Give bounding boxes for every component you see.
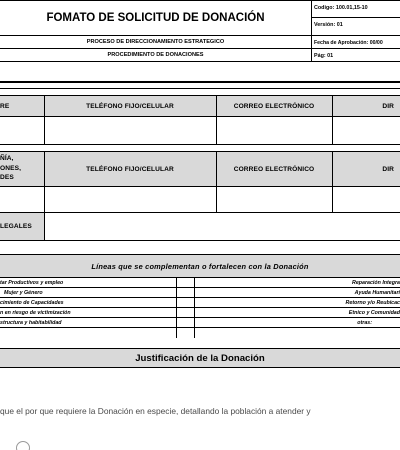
line-item-right: Étnico y Comunidad [348, 310, 400, 316]
entity-header-line: ONES, [0, 164, 22, 172]
legal-field[interactable] [44, 213, 400, 241]
procedure-name: PROCEDIMIENTO DE DONACIONES [107, 52, 204, 58]
procedure-cell [0, 49, 312, 62]
line-checkbox[interactable] [177, 278, 194, 288]
circle-icon [16, 441, 30, 450]
contact-table-row [0, 117, 400, 145]
entity-table-row [0, 187, 400, 213]
entity-name-column-header [0, 154, 44, 186]
email-column-header: CORREO ELECTRÓNICO [233, 165, 315, 173]
line-item-left: structura y habitabilidad [0, 320, 62, 326]
justification-field[interactable] [0, 425, 400, 445]
page-number: Pág: 01 [314, 53, 334, 59]
line-item-left: cimiento de Capacidades [0, 300, 64, 306]
form-title: FOMATO DE SOLICITUD DE DONACIÓN [46, 12, 265, 24]
line-checkbox[interactable] [177, 318, 194, 328]
line-item-right: Ayuda Humanitari [354, 290, 400, 296]
name-column-header: RE [0, 102, 10, 110]
entity-header-line: ÑÍA, [0, 155, 14, 162]
justification-title: Justificación de la Donación [135, 352, 265, 364]
line-item-left: tar Productivos y empleo [0, 280, 64, 286]
address-field[interactable] [334, 119, 398, 143]
section-divider [0, 81, 400, 83]
email-column-header: CORREO ELECTRÓNICO [233, 102, 315, 110]
line-item-label: Mujer y Género [4, 290, 43, 296]
email-field[interactable] [218, 189, 330, 211]
line-item-left: n en riesgo de victimización [0, 310, 71, 316]
justification-title-cell [0, 348, 400, 368]
approval-cell [312, 36, 400, 49]
address-column-header: DIR [382, 102, 394, 110]
line-row [0, 298, 400, 308]
entity-name-field[interactable] [2, 189, 42, 211]
email-field[interactable] [218, 119, 330, 143]
phone-field[interactable] [46, 119, 214, 143]
line-row [0, 278, 400, 288]
legal-label-cell [0, 213, 44, 241]
document-version: Versión: 01 [314, 22, 343, 28]
line-item-right: otras: [357, 320, 372, 326]
code-cell [312, 0, 400, 18]
document-code: Codigo: 100.01,15-10 [314, 5, 368, 11]
page-cell [312, 49, 400, 62]
line-checkbox[interactable] [177, 308, 194, 318]
name-field[interactable] [2, 119, 42, 143]
lines-title-cell [0, 254, 400, 278]
phone-column-header: TELÉFONO FIJO/CELULAR [86, 165, 174, 173]
phone-field[interactable] [46, 189, 214, 211]
legal-label: LEGALES [0, 223, 32, 230]
address-column-header: DIR [382, 165, 394, 173]
line-checkbox[interactable] [177, 298, 194, 308]
process-name: PROCESO DE DIRECCIONAMIENTO ESTRATEGICO [86, 39, 225, 45]
approval-date: Fecha de Aprobación: 00/00 [314, 40, 383, 46]
line-item-right: Reparación Integra [352, 280, 400, 286]
line-item-right: Retorno y/o Reubicac [345, 300, 400, 306]
line-checkbox[interactable] [177, 288, 194, 298]
entity-header-line: DES [0, 174, 14, 181]
lines-title: Líneas que se complementan o fortalecen con la Donación [91, 261, 309, 271]
line-row [0, 318, 400, 328]
justification-instruction: que el por que requiere la Donación en especie, detallando la población a atender y [0, 406, 311, 416]
line-row [0, 288, 400, 298]
form-title-cell [0, 0, 312, 36]
section-divider-thin [0, 88, 400, 89]
version-cell [312, 18, 400, 36]
phone-column-header: TELÉFONO FIJO/CELULAR [86, 102, 174, 110]
line-item-left [0, 290, 174, 296]
process-cell [0, 36, 312, 49]
lines-grid [0, 278, 400, 338]
address-field[interactable] [334, 189, 398, 211]
line-row [0, 308, 400, 318]
